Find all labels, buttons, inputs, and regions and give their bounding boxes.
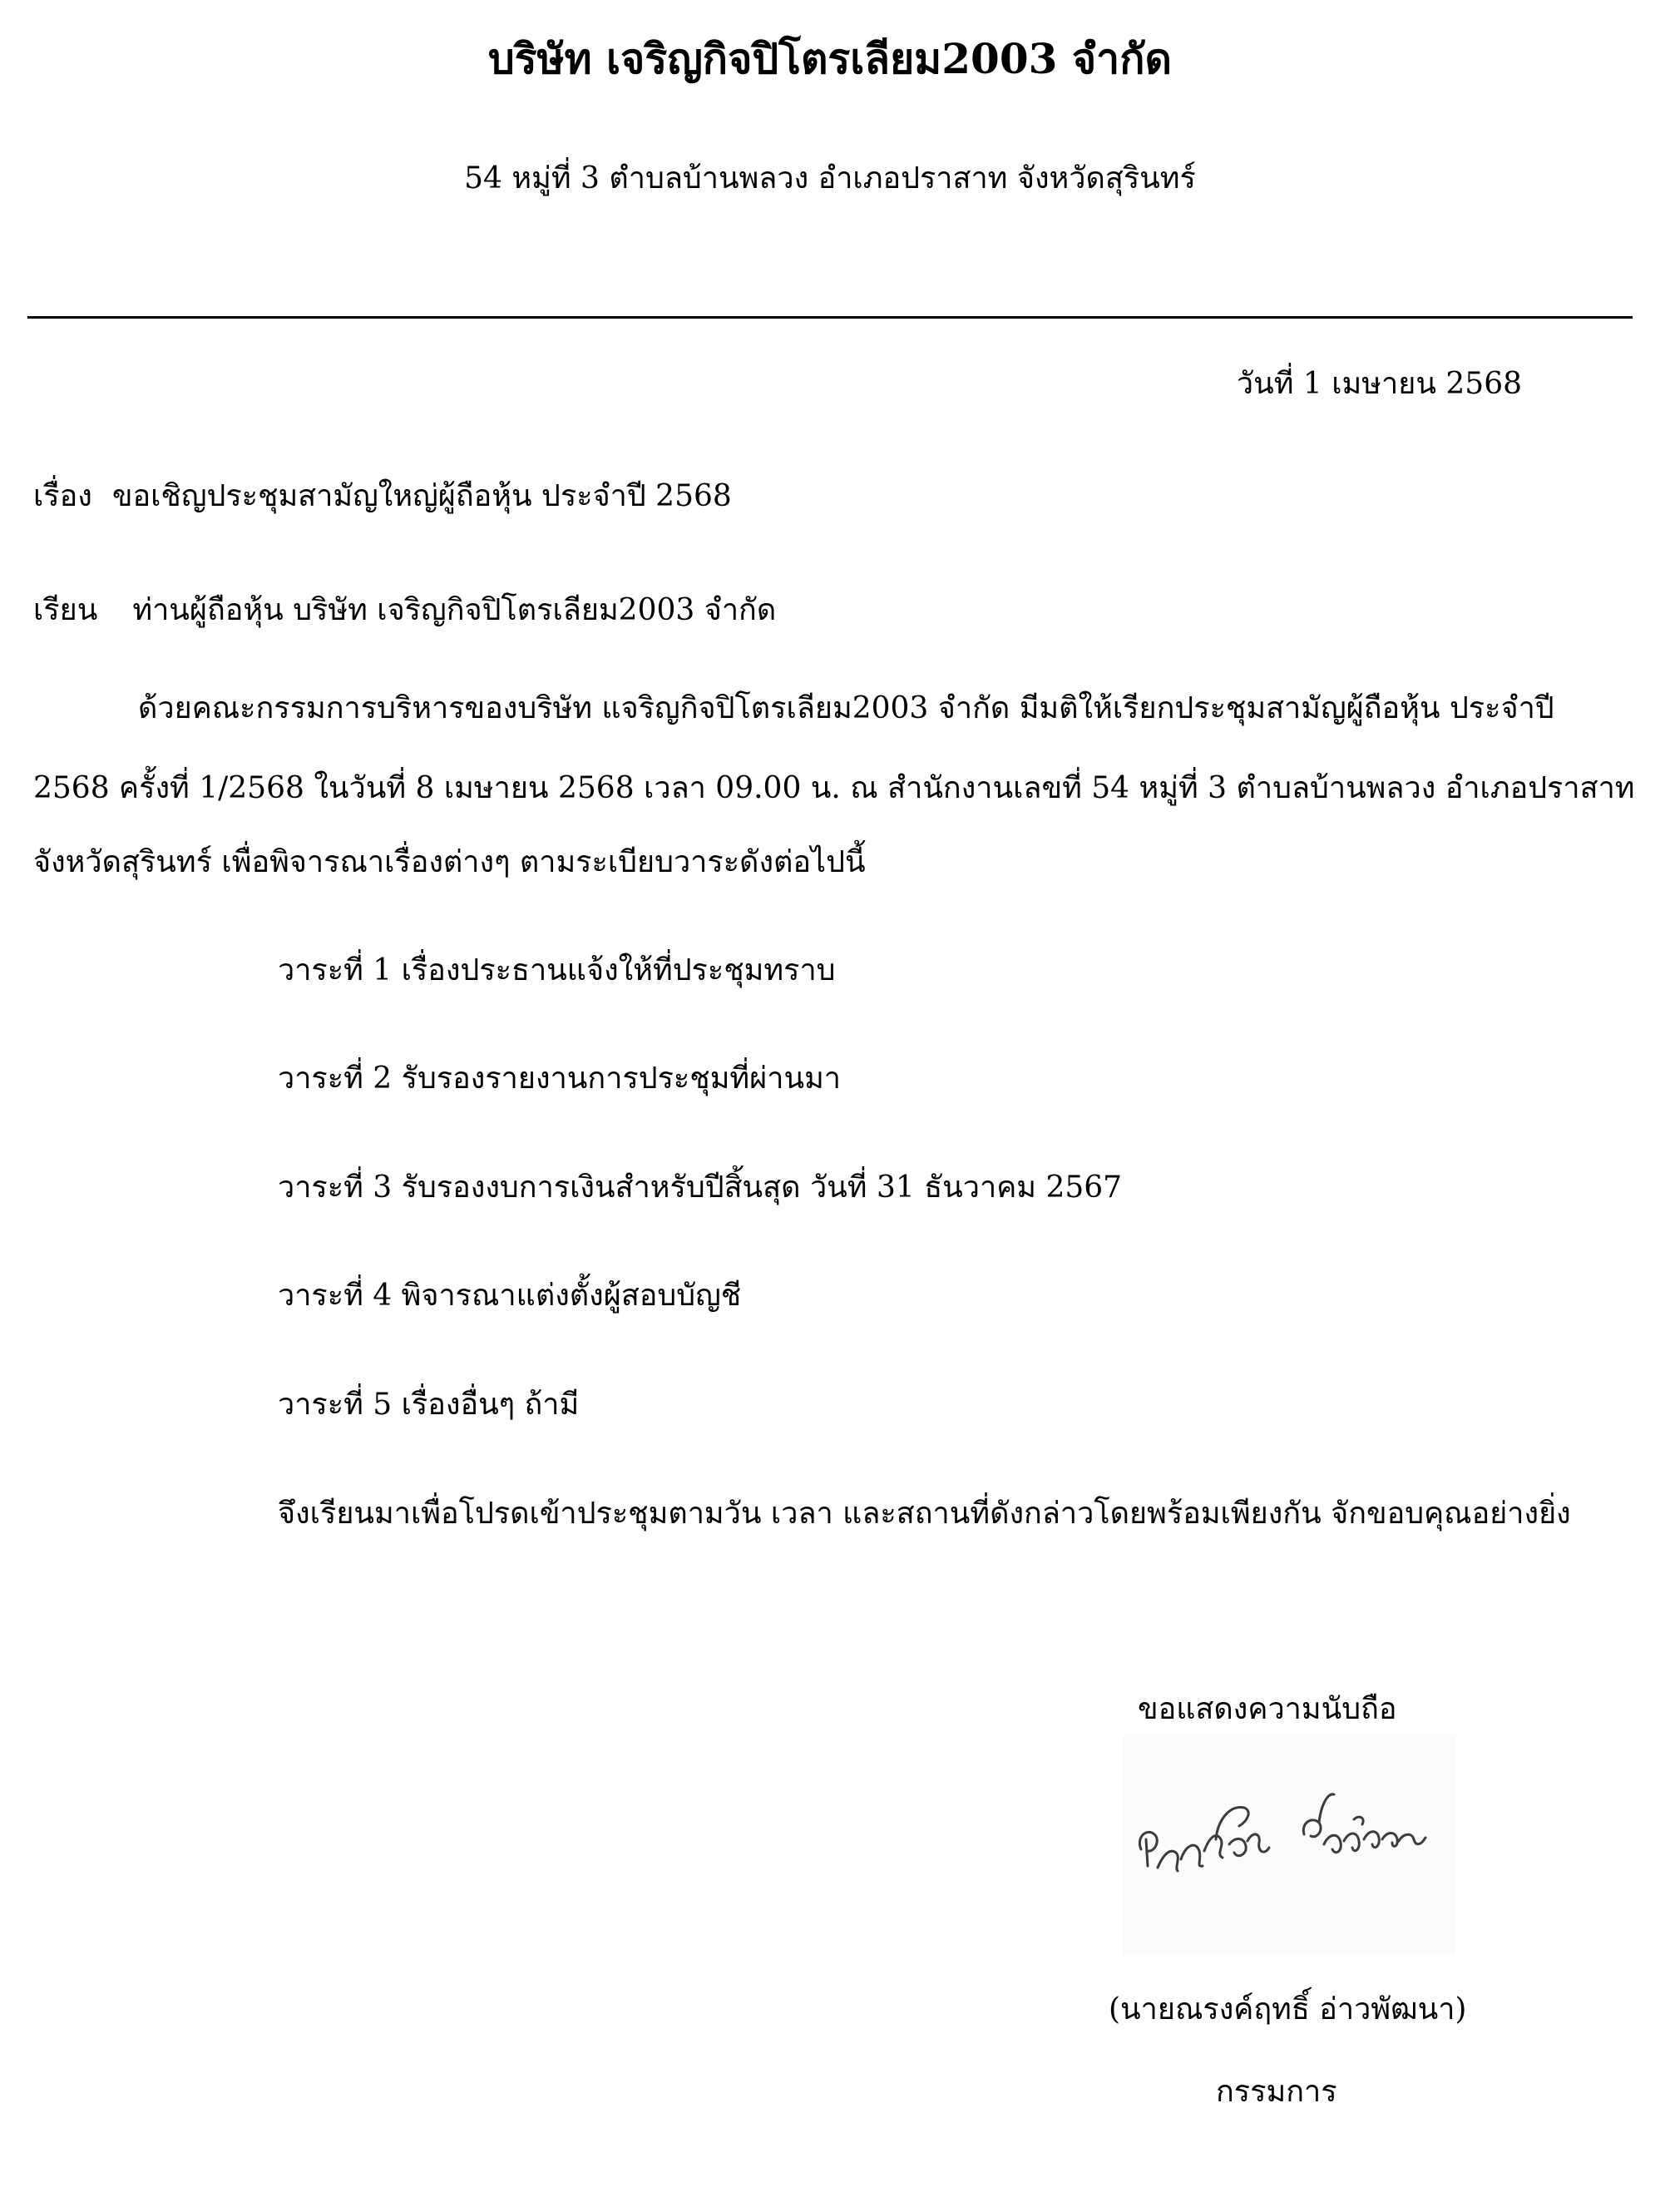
signer-position: กรรมการ	[1216, 2075, 1337, 2109]
subject-line	[33, 476, 732, 517]
salutation-text: ท่านผู้ถือหุ้น บริษัท เจริญกิจปิโตรเลียม2003 จำกัด	[132, 593, 777, 627]
agenda-item: วาระที่ 4 พิจารณาแต่งตั้งผู้สอบบัญชี	[278, 1279, 742, 1313]
handwritten-signature-icon	[1123, 1734, 1455, 1955]
agenda-item: วาระที่ 3 รับรองงบการเงินสำหรับปีสิ้นสุด วันที่ 31 ธันวาคม 2567	[278, 1170, 1123, 1205]
body-paragraph-line: ด้วยคณะกรรมการบริหารของบริษัท แจริญกิจปิโตรเลียม2003 จำกัด มีมติให้เรียกประชุมสามัญผู้ถือหุ้น ประจำปี	[138, 691, 1554, 725]
signer-name: (นายณรงค์ฤทธิ์ อ่าวพัฒนา)	[1109, 1992, 1467, 2026]
agenda-item: วาระที่ 2 รับรองรายงานการประชุมที่ผ่านมา	[278, 1061, 842, 1096]
company-address: 54 หมู่ที่ 3 ตำบลบ้านพลวง อำเภอปราสาท จังหวัดสุรินทร์	[464, 161, 1196, 195]
body-paragraph-line: จังหวัดสุรินทร์ เพื่อพิจารณาเรื่องต่างๆ ตามระเบียบวาระดังต่อไปนี้	[33, 845, 866, 879]
subject-label: เรื่อง	[33, 479, 92, 513]
letter-date: วันที่ 1 เมษายน 2568	[1236, 367, 1522, 401]
salutation-label: เรียน	[33, 593, 98, 627]
company-name: บริษัท เจริญกิจปิโตรเลียม2003 จำกัด	[488, 34, 1172, 83]
body-paragraph-line: 2568 ครั้งที่ 1/2568 ในวันที่ 8 เมษายน 2568 เวลา 09.00 น. ณ สำนักงานเลขที่ 54 หมู่ที่ 3 ตำบลบ้านพลวง อำเภอปราสาท	[33, 771, 1635, 805]
regards-text: ขอแสดงความนับถือ	[1138, 1692, 1397, 1726]
closing-sentence: จึงเรียนมาเพื่อโปรดเข้าประชุมตามวัน เวลา และสถานที่ดังกล่าวโดยพร้อมเพียงกัน จักขอบคุณอย่างยิ่ง	[278, 1497, 1571, 1531]
header-divider	[27, 316, 1633, 319]
agenda-item: วาระที่ 5 เรื่องอื่นๆ ถ้ามี	[278, 1388, 580, 1422]
salutation-line	[33, 590, 776, 631]
subject-text: ขอเชิญประชุมสามัญใหญ่ผู้ถือหุ้น ประจำปี 2568	[111, 479, 732, 513]
agenda-item: วาระที่ 1 เรื่องประธานแจ้งให้ที่ประชุมทราบ	[278, 953, 836, 987]
